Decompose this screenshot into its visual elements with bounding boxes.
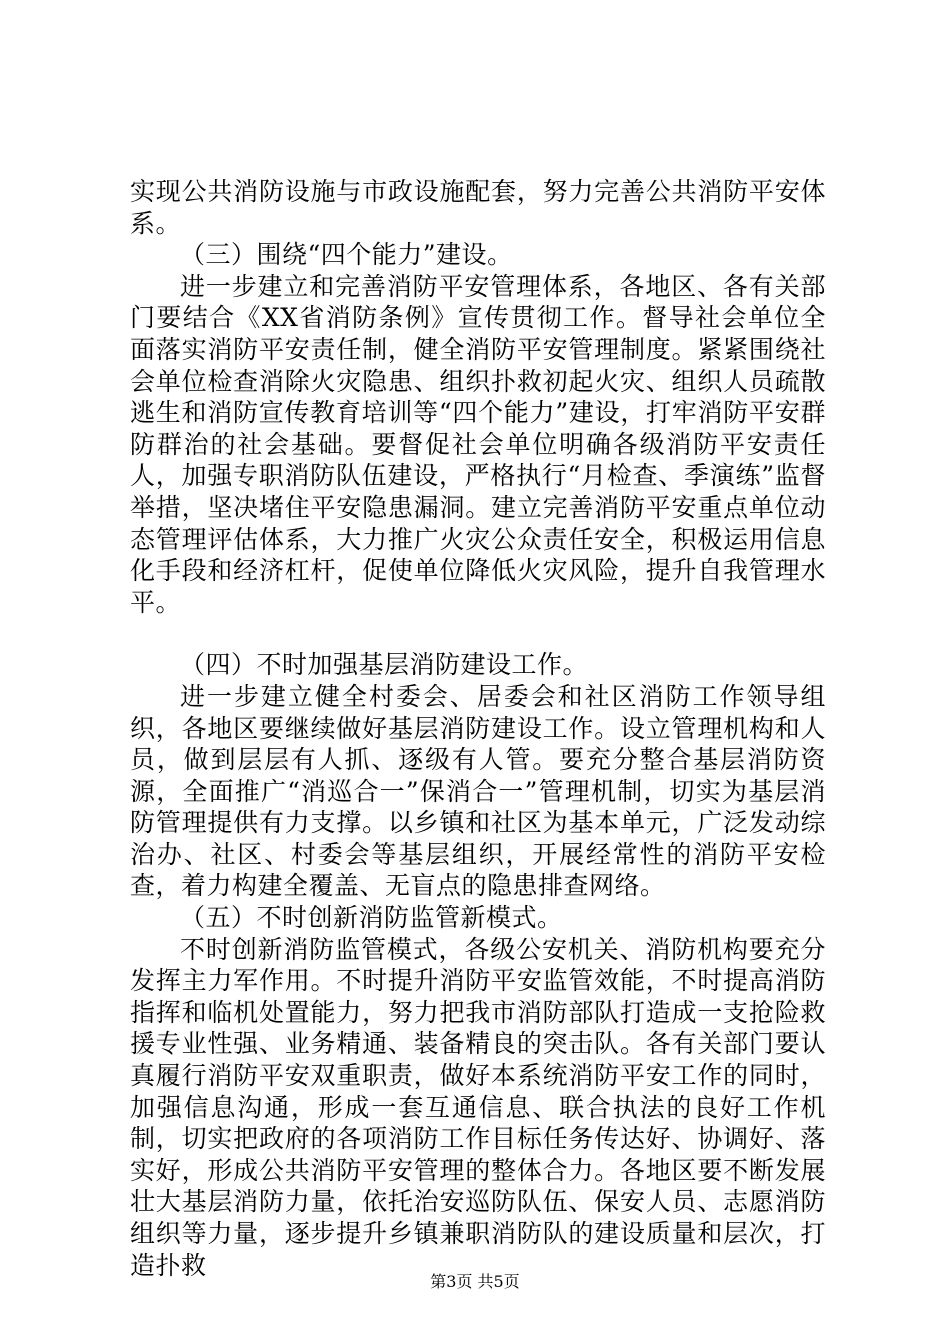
- page-number-footer: 第3页 共5页: [430, 1272, 520, 1291]
- section-heading-five: （五）不时创新消防监管新模式。: [180, 903, 563, 933]
- section-heading-four: （四）不时加强基层消防建设工作。: [180, 650, 589, 680]
- paragraph-four-capabilities: 进一步建立和完善消防平安管理体系，各地区、各有关部门要结合《XX省消防条例》宣传贯彻工作。督导社会单位全面落实消防平安责任制，健全消防平安管理制度。紧紧围绕社会单位检查消除火灾隐患、组织扑救初起火灾、组织人员疏散逃生和消防宣传教育培训等“四个能力”建设，打牢消防平安群防群治的社会基础。要督促社会单位明确各级消防平安责任人，加强专职消防队伍建设，严格执行“月检查、季演练”监督举措，坚决堵住平安隐患漏洞。建立完善消防平安重点单位动态管理评估体系，大力推广火灾公众责任安全，积极运用信息化手段和经济杠杆，促使单位降低火灾风险，提升自我管理水平。: [130, 271, 826, 617]
- paragraph-spacer: [130, 618, 826, 649]
- paragraph-grassroots-fire: 进一步建立健全村委会、居委会和社区消防工作领导组织，各地区要继续做好基层消防建设工作。设立管理机构和人员，做到层层有人抓、逐级有人管。要充分整合基层消防资源，全面推广“消巡合一”保消合一”管理机制，切实为基层消防管理提供有力支撑。以乡镇和社区为基本单元，广泛发动综治办、社区、村委会等基层组织，开展经常性的消防平安检查，着力构建全覆盖、无盲点的隐患排查网络。: [130, 681, 826, 901]
- section-heading-three: （三）围绕“四个能力”建设。: [180, 240, 513, 270]
- paragraph-continuation: 实现公共消防设施与市政设施配套，努力完善公共消防平安体系。: [130, 177, 826, 238]
- document-body: [130, 176, 826, 1281]
- paragraph-supervision-model: 不时创新消防监管模式，各级公安机关、消防机构要充分发挥主力军作用。不时提升消防平安监管效能，不时提高消防指挥和临机处置能力，努力把我市消防部队打造成一支抢险救援专业性强、业务精通、装备精良的突击队。各有关部门要认真履行消防平安双重职责，做好本系统消防平安工作的同时，加强信息沟通，形成一套互通信息、联合执法的良好工作机制，切实把政府的各项消防工作目标任务传达好、协调好、落实好，形成公共消防平安管理的整体合力。各地区要不断发展壮大基层消防力量，依托治安巡防队伍、保安人员、志愿消防组织等力量，逐步提升乡镇兼职消防队的建设质量和层次，打造扑救: [130, 934, 826, 1280]
